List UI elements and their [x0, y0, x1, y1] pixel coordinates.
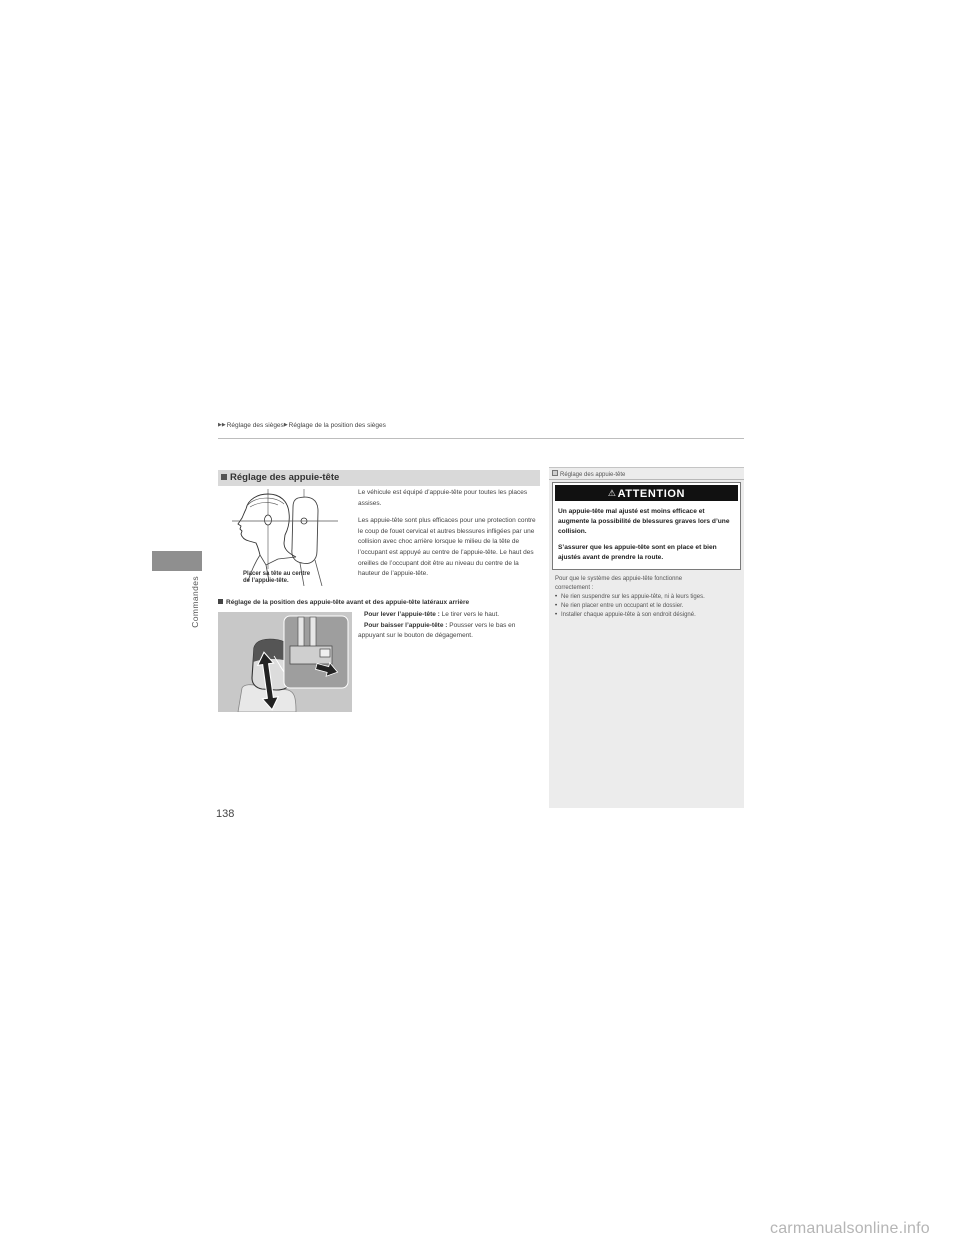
- figure-caption-line: Placer sa tête au centre: [243, 571, 311, 577]
- figure-caption-line: de l’appuie-tête.: [243, 577, 289, 584]
- chevron-right-icon: ▶: [283, 422, 288, 428]
- note-reference-icon: [552, 470, 558, 476]
- square-marker-icon: [221, 474, 227, 480]
- paragraph: Le véhicule est équipé d’appuie-tête pour toutes les places assises.: [358, 489, 528, 507]
- breadcrumb-item: Réglage des sièges: [226, 422, 284, 429]
- page-number: 138: [216, 808, 235, 820]
- instruction-label: Pour lever l’appuie-tête :: [364, 611, 440, 618]
- list-item: [555, 593, 738, 602]
- adjustment-instructions: [358, 610, 541, 642]
- headrest-adjustment-illustration: [218, 612, 352, 712]
- warning-title: ATTENTION: [617, 488, 686, 500]
- bullet-icon: •: [555, 603, 558, 609]
- chapter-tab-label: Commandes: [190, 576, 200, 628]
- instruction-text: Le tirer vers le haut.: [441, 611, 500, 618]
- warning-triangle-icon: ⚠: [607, 488, 617, 498]
- warning-box: [552, 482, 741, 570]
- section-title: Réglage des appuie-tête: [230, 472, 340, 483]
- side-note-title: Réglage des appuie-tête: [560, 472, 626, 478]
- list-item-text: Installer chaque appuie-tête à son endroit désigné.: [561, 612, 696, 618]
- release-button: [320, 649, 330, 657]
- side-note-panel: [549, 467, 744, 808]
- side-note-body: [555, 575, 738, 620]
- square-marker-icon: [218, 599, 223, 604]
- breadcrumb: [218, 421, 386, 430]
- figure-caption: [243, 571, 310, 584]
- headrest-stalk: [310, 617, 316, 647]
- chapter-tab: [152, 551, 202, 571]
- warning-text: S’assurer que les appuie-tête sont en place et bien ajustés avant de prendre la route.: [558, 544, 717, 561]
- ear-outline: [265, 515, 272, 525]
- warning-text: Un appuie-tête mal ajusté est moins efficace et augmente la possibilité de blessures graves lors d’une collision.: [558, 508, 730, 535]
- list-item-text: Ne rien placer entre un occupant et le dossier.: [561, 603, 684, 609]
- headrest-outline: [292, 497, 318, 563]
- headrest-adjustment-drawing: [218, 612, 352, 712]
- breadcrumb-item: Réglage de la position des sièges: [288, 422, 386, 429]
- instruction-lower: [358, 621, 541, 642]
- header-divider: [218, 438, 744, 439]
- warning-header: [555, 485, 738, 501]
- section-body: [358, 488, 541, 587]
- watermark: carmanualsonline.info: [770, 1220, 930, 1237]
- bullet-icon: •: [555, 612, 558, 618]
- subsection-heading: [218, 598, 469, 607]
- side-note-intro: Pour que le système des appuie-tête fonctionne correctement :: [555, 576, 683, 591]
- list-item-text: Ne rien suspendre sur les appuie-tête, ni à leurs tiges.: [561, 594, 705, 600]
- side-note-divider: [549, 479, 744, 480]
- section-heading: [218, 470, 540, 486]
- paragraph: Les appuie-tête sont plus efficaces pour une protection contre le coup de fouet cervical et autres blessures infligées par une collision avec choc arrière lorsque le milieu de la tête de l’occupant est appuyé au centre de l’appuie-tête. Le haut des oreilles de l’occupant doit être au niveau du centre de la hauteur de l’appuie-tête.: [358, 517, 536, 578]
- chevron-right-icon: ▶▶: [218, 422, 226, 428]
- side-note-header: [552, 470, 625, 479]
- head-position-illustration: [218, 489, 352, 586]
- subsection-title: Réglage de la position des appuie-tête avant et des appuie-tête latéraux arrière: [226, 599, 470, 606]
- instruction-raise: [358, 610, 541, 621]
- bullet-icon: •: [555, 594, 558, 600]
- headrest-stalk: [298, 617, 304, 647]
- instruction-text: Pousser vers le bas en appuyant sur le bouton de dégagement.: [358, 621, 516, 640]
- list-item: [555, 611, 738, 620]
- instruction-label: Pour baisser l’appuie-tête :: [364, 621, 448, 629]
- list-item: [555, 602, 738, 611]
